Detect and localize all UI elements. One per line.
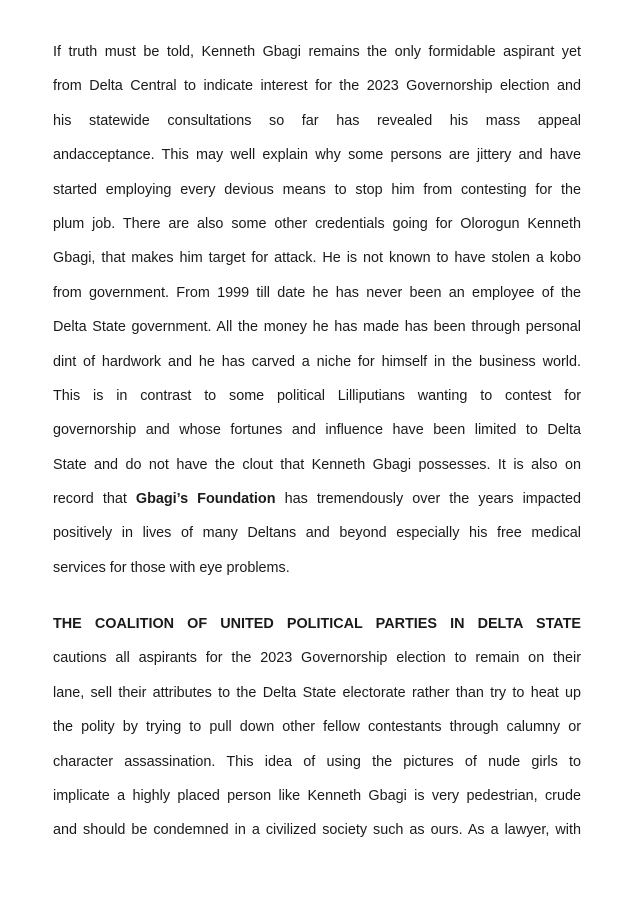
text-line: the polity by trying to pull down other fellow contestants through calumny or: [53, 719, 581, 736]
text-line: plum job. There are also some other credentials going for Olorogun Kenneth: [53, 215, 581, 232]
text-line: andacceptance. This may well explain why some persons are jittery and have: [53, 147, 581, 164]
text-line: implicate a highly placed person like Kenneth Gbagi is very pedestrian, crude: [53, 787, 581, 804]
paragraph-gbagi-credentials: [53, 35, 581, 585]
text-line: State and do not have the clout that Kenneth Gbagi possesses. It is also on: [53, 456, 581, 473]
foundation-name-bold: Gbagi’s Foundation: [135, 491, 276, 508]
text-line: and should be condemned in a civilized society such as ours. As a lawyer, with: [53, 822, 581, 839]
coalition-heading-line: THE COALITION OF UNITED POLITICAL PARTIES IN DELTA STATE: [53, 616, 581, 632]
text-line: positively in lives of many Deltans and beyond especially his free medical: [53, 525, 581, 542]
text-line: Gbagi, that makes him target for attack. He is not known to have stolen a kobo: [53, 250, 581, 267]
text-line-last: services for those with eye problems.: [53, 559, 290, 576]
text-line: from government. From 1999 till date he has never been an employee of the: [53, 284, 581, 301]
text-line: cautions all aspirants for the 2023 Governorship election to remain on their: [53, 650, 581, 667]
text-line: from Delta Central to indicate interest for the 2023 Governorship election and: [53, 78, 581, 95]
text-line: dint of hardwork and he has carved a niche for himself in the business world.: [53, 353, 581, 370]
text-line-with-bold: [53, 482, 581, 516]
text-line: lane, sell their attributes to the Delta State electorate rather than try to heat up: [53, 684, 581, 701]
text-line: character assassination. This idea of using the pictures of nude girls to: [53, 753, 581, 770]
text-line: This is in contrast to some political Lilliputians wanting to contest for: [53, 387, 581, 404]
text-run: has tremendously over the years impacted: [275, 491, 581, 508]
paragraph-coalition-caution: [53, 607, 581, 848]
text-line: started employing every devious means to stop him from contesting for the: [53, 181, 581, 198]
text-run: record that: [53, 491, 136, 508]
text-line: governorship and whose fortunes and influence have been limited to Delta: [53, 422, 581, 439]
text-line: his statewide consultations so far has revealed his mass appeal: [53, 112, 581, 129]
text-line: Delta State government. All the money he has made has been through personal: [53, 319, 581, 336]
text-line: If truth must be told, Kenneth Gbagi remains the only formidable aspirant yet: [53, 44, 581, 60]
